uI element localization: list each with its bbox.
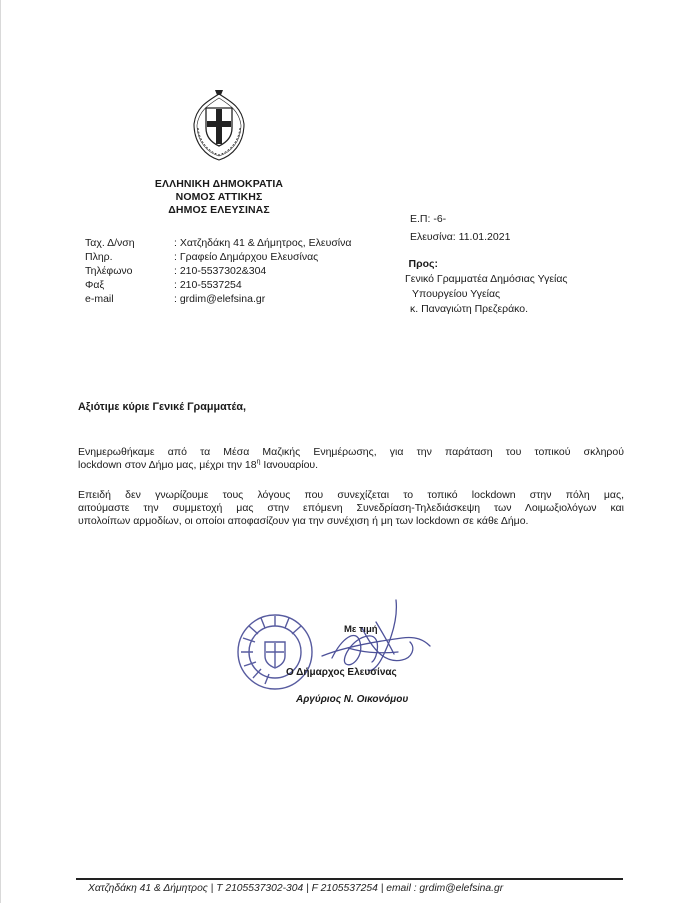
contact-row-address (85, 236, 351, 250)
contact-label: Πληρ. (85, 251, 113, 263)
footer-contact-line: Χατζηδάκη 41 & Δήμητρος | Τ 2105537302-304 | F 2105537254 | email : grdim@elefsina.gr (88, 883, 504, 894)
contact-details (85, 236, 351, 306)
paragraph-line (78, 459, 624, 472)
letter-date: Ελευσίνα: 11.01.2021 (410, 231, 511, 243)
letterhead-prefecture: ΝΟΜΟΣ ΑΤΤΙΚΗΣ (175, 191, 263, 203)
signatory-title: Ο Δήμαρχος Ελευσίνας (286, 667, 397, 678)
paragraph-2 (78, 489, 624, 528)
protocol-number: Ε.Π: -6- (410, 213, 447, 225)
letterhead-municipality: ΔΗΜΟΣ ΕΛΕΥΣΙΝΑΣ (168, 204, 270, 216)
ordinal-superscript: η (256, 458, 261, 466)
contact-label: Φαξ (85, 279, 105, 291)
contact-value: : 210-5537302&304 (174, 265, 267, 277)
contact-row-phone (85, 264, 351, 278)
paragraph-line: Ενημερωθήκαμε από τα Μέσα Μαζικής Ενημέρωσης, για την παράταση του τοπικού σκληρού (78, 446, 624, 458)
contact-value: : grdim@elefsina.gr (174, 293, 266, 305)
contact-value: : Χατζηδάκη 41 & Δήμητρος, Ελευσίνα (174, 237, 352, 249)
recipient-line: Γενικό Γραμματέα Δημόσιας Υγείας (405, 273, 568, 285)
paragraph-line: Επειδή δεν γνωρίζουμε τους λόγους που συνεχίζεται το τοπικό lockdown στην πόλη μας, (78, 489, 624, 501)
contact-value: : Γραφείο Δημάρχου Ελευσίνας (174, 251, 319, 263)
signatory-name: Αργύριος Ν. Οικονόμου (296, 694, 409, 705)
contact-label: Ταχ. Δ/νση (85, 237, 135, 249)
greek-coat-of-arms-icon (186, 88, 252, 164)
contact-row-info (85, 250, 351, 264)
recipient-line: Υπουργείου Υγείας (412, 288, 501, 300)
contact-label: e-mail (85, 293, 114, 305)
paragraph-text: lockdown στον Δήμο μας, μέχρι την 18 (78, 459, 257, 471)
contact-row-fax (85, 278, 351, 292)
contact-row-email (85, 292, 351, 306)
paragraph-1 (78, 446, 624, 472)
recipient-block (405, 257, 635, 317)
letterhead (138, 178, 300, 217)
official-seal-stamp-icon (235, 612, 315, 692)
contact-value: : 210-5537254 (174, 279, 242, 291)
paragraph-line: αιτούμαστε την συμμετοχή μας στην επόμενη Συνεδρίαση-Τηλεδιάσκεψη των Λοιμωξιολόγων και (78, 502, 624, 514)
salutation: Αξιότιμε κύριε Γενικέ Γραμματέα, (78, 401, 247, 413)
paragraph-text: Ιανουαρίου. (260, 459, 319, 471)
contact-label: Τηλέφωνο (85, 265, 133, 277)
recipient-to-label: Προς: (408, 258, 438, 270)
reference-block (410, 212, 510, 244)
closing-phrase: Με τιμή (344, 624, 378, 635)
paragraph-line: υπολοίπων αρμοδίων, οι οποίοι αποφασίζουν για την συνέχιση ή μη των lockdown σε κάθε Δήμο. (78, 515, 529, 527)
letterhead-republic: ΕΛΛΗΝΙΚΗ ΔΗΜΟΚΡΑΤΙΑ (154, 178, 284, 190)
recipient-line: κ. Παναγιώτη Πρεζεράκο. (410, 303, 529, 315)
footer-divider (76, 878, 623, 880)
